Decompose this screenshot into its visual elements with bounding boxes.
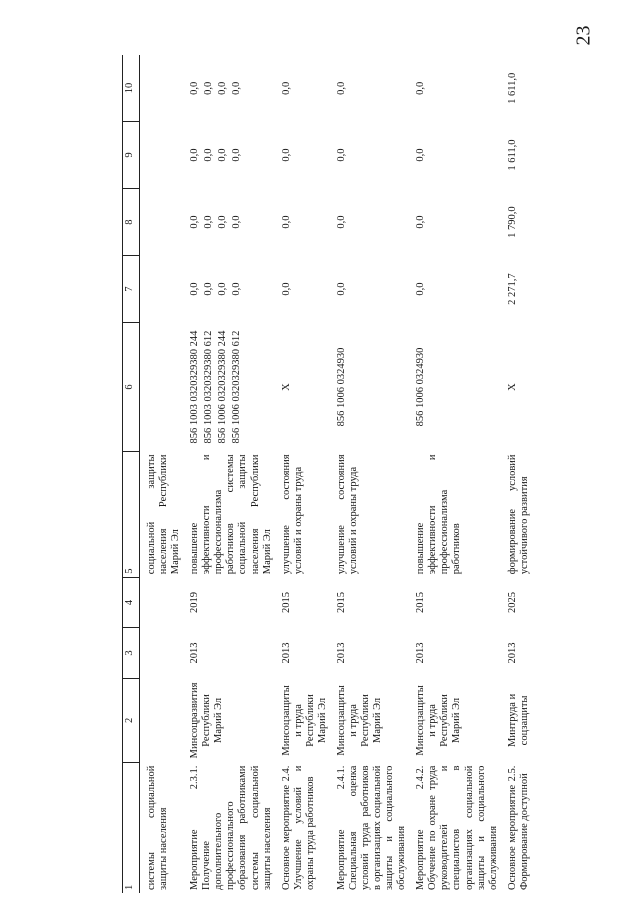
cell-line: 0,0 [335, 215, 347, 229]
cell-c1: Основное мероприятие 2.5. Формирование доступной [506, 765, 530, 890]
column-header: 1 [123, 763, 140, 893]
cell-line: 1 611,0 [506, 72, 518, 104]
cell-c1: Мероприятие 2.4.2. Обучение по охране труда руководителей и специалистов в организациях социальной защиты и социального обслуживания [415, 765, 499, 890]
cell-line: 0,0 [217, 81, 229, 95]
cell-line: 0,0 [217, 215, 229, 229]
cell-c5: формирование условий устойчивого развития [506, 454, 530, 575]
cell-c1: Мероприятие 2.3.1. Получение дополнительного профессионального образования работниками системы социальной защиты населения [189, 765, 273, 890]
cell-line: 0,0 [231, 282, 243, 296]
cell-c2: Минсоцзащиты и труда Республики Марий Эл [335, 685, 384, 756]
cell-c2: Минсоцзащиты и труда Республики Марий Эл [280, 685, 328, 756]
cell-c8 [409, 189, 500, 256]
cell-line: 0,0 [203, 215, 215, 229]
cell-c8 [330, 189, 409, 256]
cell-c1: Основное мероприятие 2.4. Улучшение условий и охраны труда работников [280, 765, 316, 890]
cell-c10 [275, 55, 330, 122]
cell-c3 [140, 628, 184, 679]
cell-line: 0,0 [415, 282, 427, 296]
cell-line: 0,0 [280, 282, 292, 296]
cell-c1: системы социальной защиты населения [146, 765, 170, 890]
cell-c10 [330, 55, 409, 122]
cell-c3: 2013 [506, 642, 518, 664]
column-header: 4 [123, 577, 140, 628]
cell-line: 0,0 [189, 282, 201, 296]
cell-c8 [501, 189, 532, 256]
cell-line: 0,0 [335, 148, 347, 162]
program-table [122, 55, 622, 893]
cell-line: 0,0 [189, 81, 201, 95]
cell-line: 0,0 [203, 148, 215, 162]
cell-c6 [330, 323, 409, 452]
cell-line: 856 1003 0320329380 244 [189, 330, 201, 444]
cell-line: 0,0 [189, 215, 201, 229]
cell-c9 [140, 122, 184, 189]
column-header: 2 [123, 678, 140, 762]
cell-c2: Минтруда и соцзащиты [506, 693, 530, 748]
cell-line: 1 611,0 [506, 139, 518, 171]
cell-c6 [501, 323, 532, 452]
cell-c4: 2019 [189, 592, 201, 613]
table-row [275, 55, 330, 893]
cell-line: 0,0 [231, 81, 243, 95]
cell-c6 [183, 323, 274, 452]
table-row [140, 55, 184, 893]
column-header: 3 [123, 628, 140, 679]
cell-c4: 2015 [335, 592, 347, 613]
table-row [330, 55, 409, 893]
cell-c3: 2013 [415, 642, 427, 664]
cell-c4: 2025 [506, 592, 518, 613]
cell-line: 856 1006 0320329380 612 [231, 330, 243, 444]
cell-c5: социальной защиты населения Республики Марий Эл [146, 454, 182, 575]
table-row [501, 55, 532, 893]
cell-c9 [275, 122, 330, 189]
cell-c7 [140, 256, 184, 323]
cell-line: 1 790,0 [506, 206, 518, 238]
cell-line: 856 1006 0324930 [415, 347, 427, 427]
column-header: 10 [123, 55, 140, 122]
cell-line: 0,0 [189, 148, 201, 162]
cell-c6 [140, 323, 184, 452]
cell-c8 [275, 189, 330, 256]
cell-c7 [183, 256, 274, 323]
cell-c10 [409, 55, 500, 122]
cell-c3: 2013 [280, 642, 292, 664]
column-header: 9 [123, 122, 140, 189]
table-row [183, 55, 274, 893]
cell-line: 0,0 [415, 215, 427, 229]
cell-c6 [275, 323, 330, 452]
cell-c7 [330, 256, 409, 323]
cell-line: 0,0 [280, 148, 292, 162]
cell-line: 0,0 [335, 81, 347, 95]
column-header: 5 [123, 451, 140, 577]
cell-line: X [280, 383, 292, 391]
cell-c1: Мероприятие 2.4.1. Специальная оценка условий труда работников в организациях социальной защиты и социального обслуживания [335, 765, 408, 890]
cell-c9 [330, 122, 409, 189]
cell-line: 0,0 [415, 81, 427, 95]
table-row [409, 55, 500, 893]
cell-line: 0,0 [280, 81, 292, 95]
cell-c5: улучшение состояния условий и охраны труда [335, 454, 359, 575]
cell-c6 [409, 323, 500, 452]
column-header: 8 [123, 189, 140, 256]
cell-line: 856 1003 0320329380 612 [203, 330, 215, 444]
column-header: 7 [123, 256, 140, 323]
cell-c9 [501, 122, 532, 189]
cell-line: 0,0 [335, 282, 347, 296]
cell-c5: повышение эффективности и профессионализма работников [415, 454, 463, 575]
cell-c5: улучшение состояния условий и охраны труда [280, 454, 304, 575]
cell-line: 0,0 [231, 215, 243, 229]
cell-c8 [140, 189, 184, 256]
cell-line: 2 271,7 [506, 273, 518, 305]
cell-line: 0,0 [217, 148, 229, 162]
column-header: 6 [123, 323, 140, 452]
cell-c4: 2015 [280, 592, 292, 613]
cell-c7 [275, 256, 330, 323]
cell-c7 [409, 256, 500, 323]
cell-c9 [409, 122, 500, 189]
cell-c4 [140, 577, 184, 628]
cell-line: 0,0 [217, 282, 229, 296]
cell-c8 [183, 189, 274, 256]
cell-c2 [140, 678, 184, 762]
cell-line: 856 1006 0324930 [335, 347, 347, 427]
cell-c2: Минсоцразвития Республики Марий Эл [189, 682, 225, 759]
cell-c9 [183, 122, 274, 189]
cell-c10 [183, 55, 274, 122]
table-header-row [123, 55, 140, 893]
cell-c3: 2013 [335, 642, 347, 664]
cell-c10 [140, 55, 184, 122]
page-number: 23 [572, 25, 595, 46]
cell-c3: 2013 [189, 642, 201, 664]
cell-line: 856 1006 0320329380 244 [217, 330, 229, 444]
cell-line: X [506, 383, 518, 391]
cell-c2: Минсоцзащиты и труда Республики Марий Эл [415, 685, 463, 756]
cell-line: 0,0 [231, 148, 243, 162]
cell-line: 0,0 [280, 215, 292, 229]
cell-line: 0,0 [203, 282, 215, 296]
cell-line: 0,0 [203, 81, 215, 95]
cell-c5: повышение эффективности и профессионализма работников системы социальной защиты населения Республики Марий Эл [189, 454, 273, 575]
cell-c4: 2015 [415, 592, 427, 613]
cell-c10 [501, 55, 532, 122]
cell-c7 [501, 256, 532, 323]
cell-line: 0,0 [415, 148, 427, 162]
